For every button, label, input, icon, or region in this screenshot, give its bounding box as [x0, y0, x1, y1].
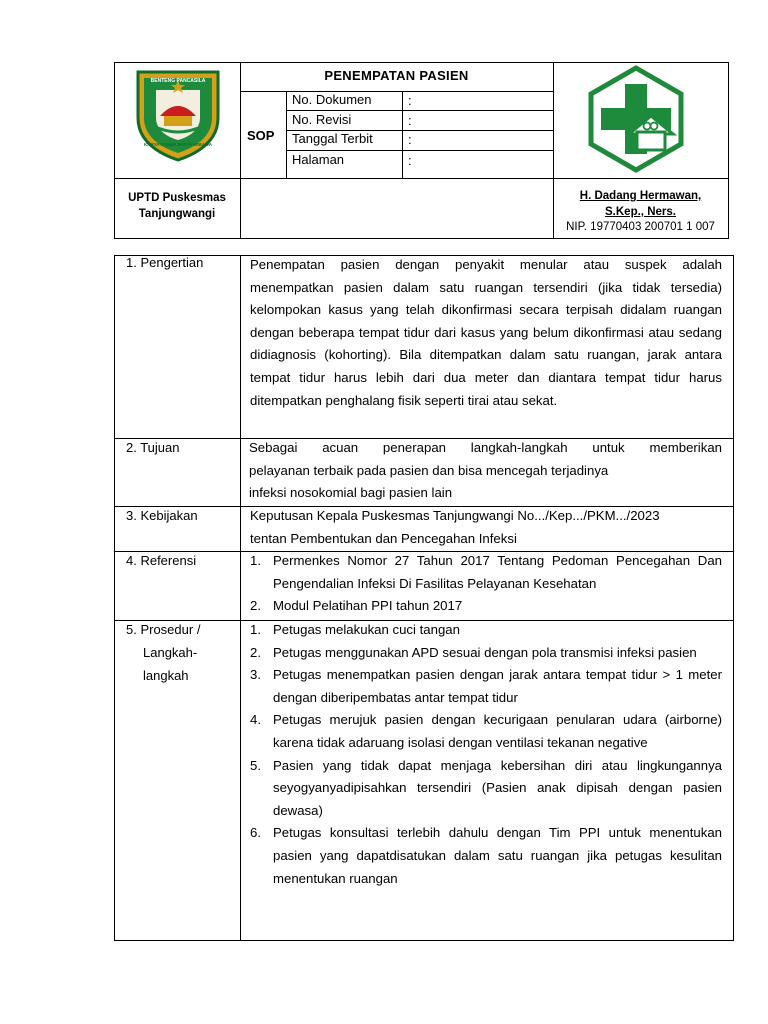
field-label-no-revisi: No. Revisi: [292, 112, 352, 127]
list-item: 5. Pasien yang tidak dapat menjaga kebersihan diri atau lingkungannya seyogyanyadipisahkan tersendiri (Pasien anak dipisah dengan pasien dewasa): [250, 757, 722, 818]
regency-logo-bottom-text: KARYA UTAMA SATYA WIBAWA: [143, 142, 213, 147]
list-item: 1. Petugas melakukan cuci tangan: [250, 622, 460, 637]
field-label-no-dokumen: No. Dokumen: [292, 92, 372, 107]
text-pengertian: Penempatan pasien dengan penyakit menular atau suspek adalah menempatkan pasien dalam satu ruangan tersendiri (jika tidak tersedia) kelompokan kasus yang telah dikonfirmasi secara terpisah didalam ruangan dengan beberapa tempat tidur dari kasus yang belum dikonfirmasi atau sedang didiagnosis (kohorting). Bila ditempatkan dalam satu ruangan, jarak antara tempat tidur harus lebih dari dua meter dan diantara tempat tidur harus ditempatkan penghalang fisik seperti tirai atau sekat.: [250, 257, 722, 408]
field-label-tanggal-terbit: Tanggal Terbit: [292, 131, 373, 146]
field-value-no-dokumen: :: [408, 93, 412, 108]
label-prosedur-1: 5. Prosedur /: [126, 622, 201, 637]
field-label-halaman: Halaman: [292, 152, 345, 167]
document-title: PENEMPATAN PASIEN: [324, 68, 469, 83]
label-referensi: 4. Referensi: [126, 553, 197, 568]
prosedur-list: [250, 619, 722, 890]
text-kebijakan: [250, 505, 725, 550]
list-item: 2. Modul Pelatihan PPI tahun 2017: [250, 598, 463, 614]
signer-name: H. Dadang Hermawan,: [579, 190, 702, 202]
list-item: 3. Petugas menempatkan pasien dengan jarak antara tempat tidur > 1 meter dengan diberipembatas antar tempat tidur: [250, 667, 722, 705]
referensi-list: [250, 550, 722, 618]
field-value-tanggal-terbit: :: [408, 132, 412, 147]
signer-degree: S.Kep., Ners.: [605, 206, 676, 218]
list-item: 4. Petugas merujuk pasien dengan kecurigaan penularan udara (airborne) karena tidak adaruang isolasi dengan ventilasi tekanan negative: [250, 712, 722, 750]
regency-logo-top-text: BENTENG PANCASILA: [150, 78, 206, 84]
list-item: 6. Petugas konsultasi terlebih dahulu dengan Tim PPI untuk menentukan pasien yang dapatdisatukan dalam satu ruangan jika petugas kesulitan menentukan ruangan: [250, 825, 722, 886]
kebijakan-line-2: tentan Pembentukan dan Pencegahan Infeksi: [250, 530, 517, 546]
puskesmas-logo: [581, 64, 691, 174]
org-name-line1: UPTD Puskesmas: [128, 192, 226, 204]
label-kebijakan: 3. Kebijakan: [126, 508, 198, 523]
sop-label: SOP: [247, 128, 275, 143]
org-name-line2: Tanjungwangi: [138, 208, 216, 220]
kebijakan-line-1: Keputusan Kepala Puskesmas Tanjungwangi No.../Kep.../PKM.../2023: [250, 508, 660, 523]
label-prosedur-2: Langkah-: [143, 645, 198, 660]
field-value-no-revisi: :: [408, 113, 412, 128]
regency-logo: [130, 66, 226, 162]
signer-nip: NIP. 19770403 200701 1 007: [566, 221, 715, 233]
field-value-halaman: :: [408, 153, 412, 168]
list-item: 1. Permenkes Nomor 27 Tahun 2017 Tentang Pedoman Pencegahan Dan Pengendalian Infeksi Di Fasilitas Pelayanan Kesehatan: [250, 553, 722, 591]
tujuan-line-1: Sebagai acuan penerapan langkah-langkah untuk memberikan: [249, 440, 722, 455]
text-tujuan: [249, 437, 722, 505]
label-tujuan: 2. Tujuan: [126, 440, 180, 455]
tujuan-line-2: pelayanan terbaik pada pasien dan bisa mencegah terjadinya: [249, 462, 609, 478]
label-prosedur-3: langkah: [143, 668, 189, 683]
list-item: 2. Petugas menggunakan APD sesuai dengan pola transmisi infeksi pasien: [250, 644, 697, 660]
tujuan-line-3: infeksi nosokomial bagi pasien lain: [249, 485, 453, 501]
label-pengertian: 1. Pengertian: [126, 255, 204, 270]
